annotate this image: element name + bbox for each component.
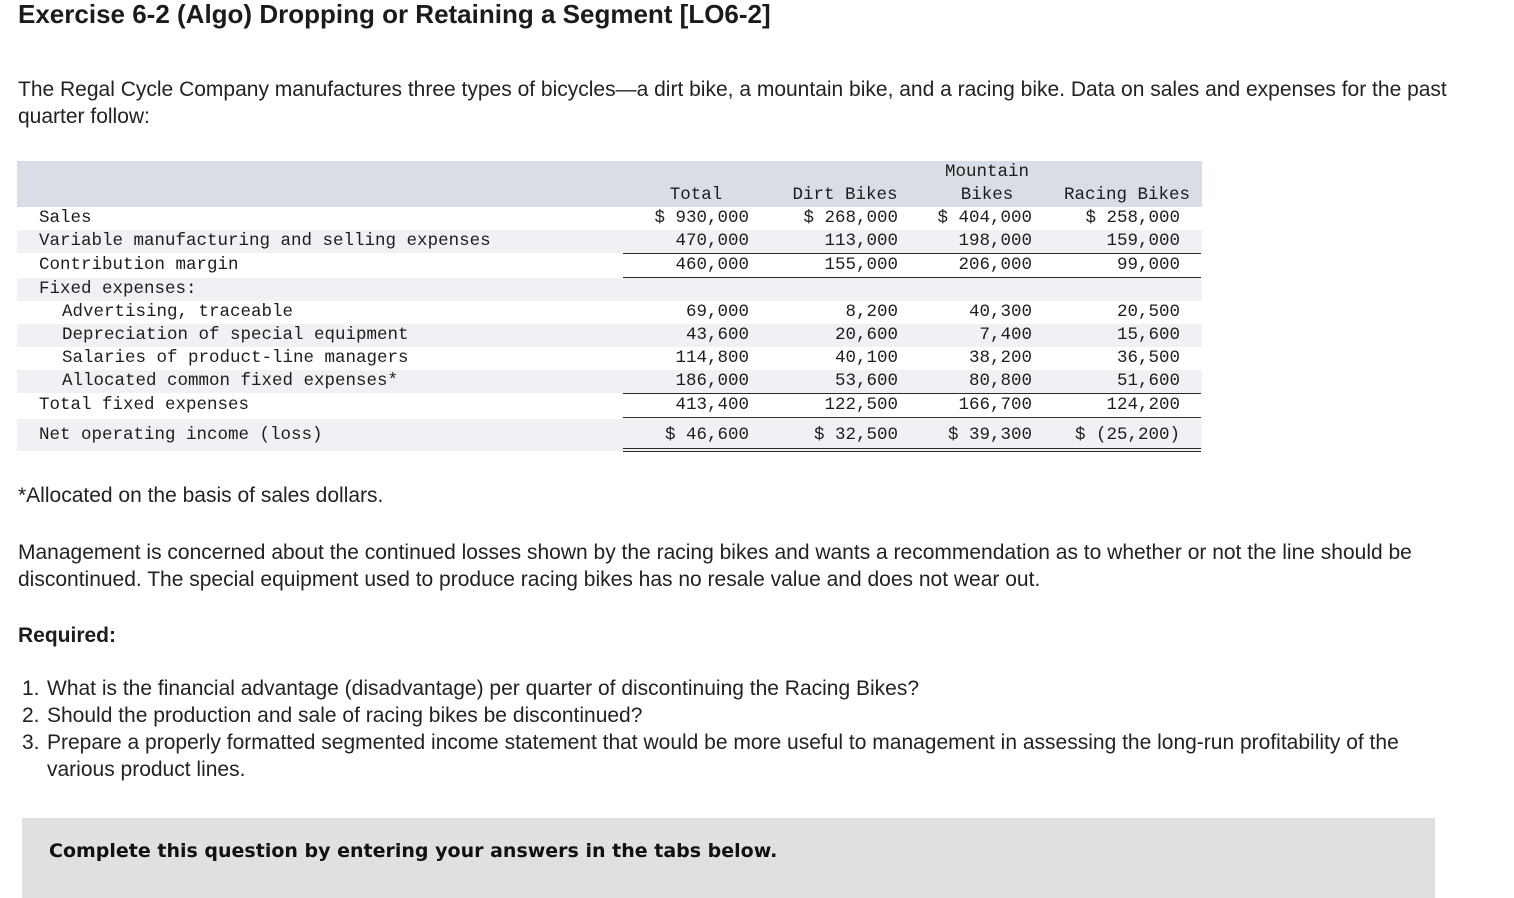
table-row [17, 254, 1202, 277]
cell-racing: 36,500 [1116, 348, 1180, 368]
item-text: Prepare a properly formatted segmented income statement that would be more useful to management in assessing the long-run profitability of the various product lines. [47, 731, 1399, 781]
header-mountain-line1: Mountain [944, 162, 1029, 182]
cell-total: 186,000 [675, 371, 749, 391]
table-row [17, 324, 1202, 347]
item-number: 2. [22, 704, 40, 727]
header-dirt-bikes: Dirt Bikes [792, 185, 898, 205]
instructions-banner [22, 818, 1435, 898]
row-label: Variable manufacturing and selling expenses [39, 231, 491, 251]
cell-total: 43,600 [685, 325, 749, 345]
cell-total: $ 46,600 [664, 425, 749, 445]
cell-total: 470,000 [675, 231, 749, 251]
row-label: Net operating income (loss) [39, 425, 323, 445]
cell-dirt: 113,000 [824, 231, 898, 251]
cell-dirt: $ 268,000 [803, 208, 898, 228]
table-row [17, 370, 1202, 393]
row-label: Sales [39, 208, 92, 228]
row-label: Advertising, traceable [62, 302, 294, 322]
cell-total: 69,000 [685, 302, 749, 322]
header-total: Total [669, 185, 723, 205]
cell-total: 413,400 [675, 395, 749, 415]
double-underline [623, 451, 1201, 452]
cell-dirt: 53,600 [834, 371, 898, 391]
cell-racing: 15,600 [1116, 325, 1180, 345]
item-text: What is the financial advantage (disadvantage) per quarter of discontinuing the Racing Bikes? [47, 677, 920, 700]
cell-dirt: 8,200 [845, 302, 898, 322]
cell-mountain: 80,800 [968, 371, 1032, 391]
table-header [17, 161, 1202, 207]
required-list [22, 675, 1442, 783]
subtotal-rule [623, 417, 1201, 418]
cell-mountain: 166,700 [958, 395, 1032, 415]
header-racing-bikes: Racing Bikes [1063, 185, 1191, 205]
item-text: Should the production and sale of racing bikes be discontinued? [47, 704, 643, 727]
row-label: Total fixed expenses [39, 395, 250, 415]
cell-total: 114,800 [675, 348, 749, 368]
cell-total: $ 930,000 [654, 208, 749, 228]
header-mountain-line2: Bikes [960, 185, 1014, 205]
cell-mountain: 38,200 [968, 348, 1032, 368]
cell-dirt: 40,100 [834, 348, 898, 368]
footnote: *Allocated on the basis of sales dollars. [18, 484, 384, 507]
list-item [22, 675, 1442, 702]
management-paragraph: Management is concerned about the continued losses shown by the racing bikes and wants a recommendation as to whether or not the line should be discontinued. The special equipment used to produce racing bikes has no resale value and does not wear out. [18, 541, 1412, 591]
row-label: Salaries of product-line managers [62, 348, 409, 368]
table-row [17, 301, 1202, 324]
double-underline [623, 448, 1201, 449]
intro-paragraph: The Regal Cycle Company manufactures three types of bicycles—a dirt bike, a mountain bike, and a racing bike. Data on sales and expenses for the past quarter follow: [18, 78, 1447, 128]
table-row [17, 419, 1202, 451]
subtotal-rule [623, 393, 1201, 394]
cell-racing: 159,000 [1106, 231, 1180, 251]
item-number: 1. [22, 677, 40, 700]
cell-racing: $ (25,200) [1074, 425, 1180, 445]
cell-racing: 124,200 [1106, 395, 1180, 415]
cell-racing: $ 258,000 [1085, 208, 1180, 228]
table-row [17, 394, 1202, 417]
cell-dirt: 20,600 [834, 325, 898, 345]
banner-text: Complete this question by entering your answers in the tabs below. [49, 840, 778, 862]
table-row [17, 230, 1202, 253]
cell-mountain: 198,000 [958, 231, 1032, 251]
cell-mountain: $ 404,000 [937, 208, 1032, 228]
row-label: Fixed expenses: [39, 279, 197, 299]
cell-racing: 51,600 [1116, 371, 1180, 391]
cell-mountain: 40,300 [968, 302, 1032, 322]
subtotal-rule [623, 253, 1201, 254]
cell-total: 460,000 [675, 255, 749, 275]
table-row [17, 278, 1202, 301]
row-label: Contribution margin [39, 255, 239, 275]
cell-dirt: $ 32,500 [813, 425, 898, 445]
row-label: Allocated common fixed expenses* [62, 371, 399, 391]
cell-mountain: $ 39,300 [947, 425, 1032, 445]
table-row [17, 347, 1202, 370]
table-row [17, 207, 1202, 230]
row-label: Depreciation of special equipment [62, 325, 409, 345]
cell-mountain: 206,000 [958, 255, 1032, 275]
cell-mountain: 7,400 [979, 325, 1032, 345]
exercise-title: Exercise 6-2 (Algo) Dropping or Retaining a Segment [LO6-2] [18, 0, 771, 29]
segment-income-table [17, 161, 1202, 452]
cell-dirt: 155,000 [824, 255, 898, 275]
subtotal-rule [623, 277, 1201, 278]
list-item [22, 729, 1442, 783]
item-number: 3. [22, 731, 40, 754]
list-item [22, 702, 1442, 729]
cell-dirt: 122,500 [824, 395, 898, 415]
cell-racing: 20,500 [1116, 302, 1180, 322]
required-heading: Required: [18, 624, 117, 647]
cell-racing: 99,000 [1116, 255, 1180, 275]
